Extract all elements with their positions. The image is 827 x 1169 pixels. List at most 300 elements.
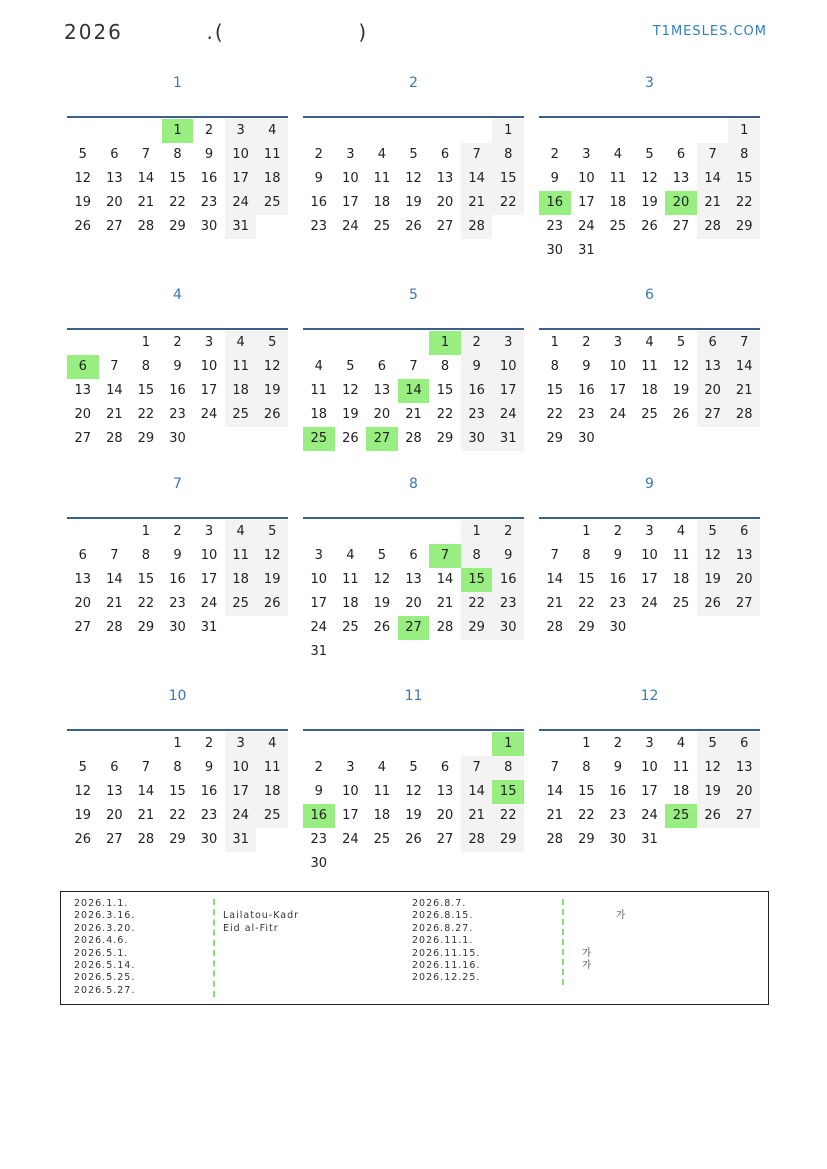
day-cell: 10 [342, 784, 359, 799]
day-cell: 30 [578, 431, 595, 446]
day-cell: 21 [697, 191, 729, 215]
day-cell: 19 [373, 596, 391, 611]
day-cell: 9 [582, 359, 591, 374]
day-cell: 11 [672, 548, 690, 563]
day-cell [303, 119, 335, 143]
day-cell [398, 520, 430, 544]
day-cell: 21 [461, 804, 493, 828]
day-cell [366, 640, 398, 664]
day-cell: 16 [609, 784, 627, 799]
day-cell: 8 [550, 359, 559, 374]
day-cell: 3 [225, 119, 257, 143]
day-cell: 28 [461, 828, 493, 852]
month-title: 7 [173, 476, 182, 492]
day-cell: 3 [204, 335, 214, 350]
day-cell [429, 520, 461, 544]
day-cell: 9 [550, 171, 559, 186]
day-cell [67, 520, 99, 544]
day-cell [539, 520, 571, 544]
day-cell: 11 [225, 355, 257, 379]
day-cell: 1 [173, 736, 182, 751]
day-cell: 26 [373, 620, 391, 635]
day-cell: 17 [342, 195, 359, 210]
day-cell: 18 [373, 808, 391, 823]
day-cell: 12 [405, 171, 422, 186]
day-cell [492, 852, 524, 876]
day-cell: 30 [546, 243, 564, 258]
day-cell: 12 [697, 544, 729, 568]
month-rule [67, 729, 288, 731]
day-cell: 2 [613, 524, 623, 539]
day-cell: 7 [409, 359, 418, 374]
day-cell [634, 239, 666, 263]
day-cell: 26 [256, 592, 288, 616]
day-cell [303, 331, 335, 355]
day-cell [539, 732, 571, 756]
day-cell [634, 427, 666, 451]
holiday-day-cell: 1 [429, 331, 461, 355]
day-cell [398, 119, 430, 143]
day-cell: 29 [578, 620, 595, 635]
day-cell: 18 [256, 780, 288, 804]
day-cell: 30 [461, 427, 493, 451]
day-cell: 3 [346, 147, 355, 162]
day-cell: 2 [550, 147, 559, 162]
day-cell: 25 [672, 596, 690, 611]
day-cell: 20 [106, 195, 123, 210]
day-cell: 29 [137, 620, 155, 635]
holiday-day-cell: 25 [665, 804, 697, 828]
day-cell: 13 [106, 171, 123, 186]
day-cell: 22 [137, 596, 155, 611]
day-cell: 27 [74, 431, 92, 446]
day-cell: 12 [373, 572, 391, 587]
day-cell: 7 [110, 548, 119, 563]
holiday-day-cell: 27 [398, 616, 430, 640]
holiday-day-cell: 15 [461, 568, 493, 592]
day-cell: 28 [436, 620, 454, 635]
day-cell: 12 [641, 171, 658, 186]
day-cell: 11 [256, 143, 288, 167]
title-spacer [123, 20, 207, 44]
title-spacer-2 [225, 20, 359, 44]
day-cell: 3 [346, 760, 355, 775]
day-cell: 15 [137, 383, 155, 398]
day-cell: 4 [256, 732, 288, 756]
day-cell: 16 [169, 572, 186, 587]
day-cell: 20 [697, 379, 729, 403]
day-cell: 22 [578, 596, 595, 611]
day-cell: 22 [169, 195, 186, 210]
day-cell [492, 640, 524, 664]
day-cell: 22 [492, 804, 524, 828]
day-cell [303, 732, 335, 756]
holiday-name: 가 [582, 947, 593, 959]
day-cell: 29 [137, 431, 155, 446]
day-cell: 27 [728, 592, 760, 616]
day-cell: 23 [461, 403, 493, 427]
day-cell: 22 [578, 808, 595, 823]
day-cell: 24 [342, 832, 359, 847]
day-cell: 28 [546, 832, 564, 847]
day-cell: 21 [546, 808, 564, 823]
day-cell: 21 [106, 596, 123, 611]
day-cell [429, 852, 461, 876]
day-cell: 4 [225, 331, 257, 355]
day-cell [429, 732, 461, 756]
day-cell: 12 [672, 359, 690, 374]
day-cell: 6 [728, 520, 760, 544]
day-cell: 13 [106, 784, 123, 799]
day-cell: 27 [672, 219, 690, 234]
day-cell: 14 [106, 383, 123, 398]
month-title: 5 [409, 287, 418, 303]
day-cell: 18 [641, 383, 658, 398]
holiday-name [223, 960, 299, 972]
holiday-date: 2026.3.20. [74, 922, 136, 934]
day-cell: 15 [169, 784, 186, 799]
day-cell [461, 732, 493, 756]
day-cell: 23 [200, 808, 218, 823]
month-rule [539, 328, 760, 330]
day-cell: 8 [492, 756, 524, 780]
month-title: 10 [168, 688, 187, 704]
day-cell: 2 [314, 147, 323, 162]
day-cell: 31 [578, 243, 595, 258]
day-cell: 12 [74, 784, 92, 799]
day-cell: 4 [256, 119, 288, 143]
holiday-name: Lailatou-Kadr [223, 910, 300, 922]
day-cell: 16 [310, 195, 328, 210]
day-cell: 14 [728, 355, 760, 379]
day-cell [634, 616, 666, 640]
day-cell: 6 [728, 732, 760, 756]
day-cell: 10 [200, 548, 218, 563]
holiday-day-cell: 6 [67, 355, 99, 379]
day-cell: 18 [672, 784, 690, 799]
day-cell: 23 [492, 592, 524, 616]
month-rule [303, 729, 524, 731]
month-rule [539, 116, 760, 118]
day-cell: 12 [256, 355, 288, 379]
day-cell: 30 [200, 832, 218, 847]
day-cell: 21 [546, 596, 564, 611]
holiday-dates-right [412, 898, 480, 985]
day-cell: 23 [169, 407, 186, 422]
dot-paren-text: .( [206, 20, 225, 44]
day-cell: 17 [225, 780, 257, 804]
day-cell: 25 [373, 832, 391, 847]
day-cell: 1 [582, 736, 591, 751]
holiday-date: 2026.8.27. [412, 922, 474, 934]
holiday-date: 2026.5.1. [74, 947, 129, 959]
day-cell: 30 [169, 431, 186, 446]
holiday-name [582, 898, 626, 910]
holiday-name [223, 935, 299, 947]
day-cell: 22 [492, 191, 524, 215]
month-rule [67, 328, 288, 330]
day-cell: 24 [200, 596, 218, 611]
day-cell: 13 [672, 171, 690, 186]
day-cell: 13 [436, 171, 454, 186]
day-cell: 20 [728, 780, 760, 804]
day-cell: 4 [676, 524, 686, 539]
day-cell [335, 640, 367, 664]
day-cell: 7 [461, 756, 493, 780]
day-cell: 18 [310, 407, 328, 422]
day-cell: 5 [346, 359, 355, 374]
day-cell: 26 [256, 403, 288, 427]
day-cell [99, 520, 131, 544]
day-cell [366, 520, 398, 544]
day-cell [256, 616, 288, 640]
day-cell [99, 331, 131, 355]
month-title: 11 [404, 688, 423, 704]
day-cell: 23 [169, 596, 186, 611]
day-cell: 31 [200, 620, 218, 635]
day-cell: 30 [169, 620, 186, 635]
day-cell: 5 [256, 331, 288, 355]
day-cell: 1 [728, 119, 760, 143]
day-cell [130, 732, 162, 756]
day-cell [665, 828, 697, 852]
day-cell: 28 [137, 832, 155, 847]
day-cell: 29 [728, 215, 760, 239]
day-cell: 14 [461, 780, 493, 804]
day-cell: 30 [609, 620, 627, 635]
day-cell: 12 [256, 544, 288, 568]
day-cell: 24 [225, 191, 257, 215]
day-cell: 6 [440, 760, 450, 775]
day-cell: 21 [436, 596, 454, 611]
month-rule [67, 116, 288, 118]
day-cell: 25 [641, 407, 658, 422]
day-cell [398, 331, 430, 355]
day-cell: 6 [78, 548, 87, 563]
day-cell [335, 331, 367, 355]
day-cell: 12 [405, 784, 422, 799]
day-cell [335, 119, 367, 143]
day-cell: 15 [546, 383, 564, 398]
day-cell: 16 [609, 572, 627, 587]
site-logo[interactable]: T1MESLES.COM [652, 24, 767, 39]
day-cell: 4 [377, 147, 387, 162]
day-cell: 14 [106, 572, 123, 587]
day-cell: 26 [697, 804, 729, 828]
day-cell: 29 [492, 828, 524, 852]
day-cell: 9 [492, 544, 524, 568]
day-cell: 2 [173, 335, 182, 350]
month-rule [303, 116, 524, 118]
day-cell: 28 [461, 215, 493, 239]
holiday-date: 2026.4.6. [74, 935, 129, 947]
day-cell: 22 [546, 407, 564, 422]
day-cell: 9 [461, 355, 493, 379]
day-cell: 13 [74, 572, 92, 587]
holiday-day-cell: 1 [162, 119, 194, 143]
holiday-name: Eid al-Fitr [223, 922, 279, 934]
day-cell: 25 [225, 403, 257, 427]
day-cell: 12 [74, 171, 92, 186]
day-cell [256, 215, 288, 239]
day-cell: 17 [200, 572, 218, 587]
holiday-name [223, 972, 299, 984]
day-cell: 24 [225, 804, 257, 828]
day-cell: 8 [728, 143, 760, 167]
day-cell: 15 [578, 784, 595, 799]
day-cell [225, 616, 257, 640]
day-cell: 29 [546, 431, 564, 446]
day-cell: 13 [728, 756, 760, 780]
month-rule [303, 328, 524, 330]
day-cell: 26 [74, 219, 92, 234]
day-cell: 2 [461, 331, 493, 355]
day-cell: 4 [676, 736, 686, 751]
day-cell: 19 [405, 195, 422, 210]
day-cell: 13 [373, 383, 391, 398]
holiday-date: 2026.11.15. [412, 947, 481, 959]
day-cell: 23 [200, 195, 218, 210]
day-cell [99, 119, 131, 143]
day-cell: 21 [405, 407, 422, 422]
day-cell: 7 [550, 760, 559, 775]
holiday-name: 가 [582, 959, 593, 971]
day-cell: 5 [256, 520, 288, 544]
day-cell: 12 [697, 756, 729, 780]
day-cell: 20 [74, 407, 92, 422]
day-cell: 8 [173, 760, 182, 775]
holiday-date: 2026.3.16. [74, 910, 136, 922]
day-cell [429, 119, 461, 143]
day-cell [303, 520, 335, 544]
day-cell [697, 239, 729, 263]
day-cell: 28 [546, 620, 564, 635]
day-cell: 2 [613, 736, 623, 751]
day-cell: 17 [225, 167, 257, 191]
day-cell [461, 852, 493, 876]
day-cell: 3 [492, 331, 524, 355]
day-cell: 28 [137, 219, 155, 234]
day-cell: 7 [110, 359, 119, 374]
holiday-date: 2026.5.14. [74, 959, 136, 971]
day-cell: 16 [461, 379, 493, 403]
day-cell [398, 640, 430, 664]
day-cell [728, 616, 760, 640]
day-cell: 24 [342, 219, 359, 234]
day-cell [366, 852, 398, 876]
day-cell: 31 [225, 215, 257, 239]
holiday-day-cell: 7 [429, 544, 461, 568]
month-title: 3 [645, 75, 654, 91]
holiday-names-left [223, 898, 299, 997]
day-cell: 27 [106, 832, 123, 847]
day-cell: 4 [314, 359, 323, 374]
day-cell [461, 640, 493, 664]
day-cell: 19 [697, 568, 729, 592]
day-cell: 22 [728, 191, 760, 215]
day-cell: 20 [405, 596, 422, 611]
day-cell: 10 [342, 171, 359, 186]
day-cell: 14 [436, 572, 454, 587]
holiday-date: 2026.5.27. [74, 984, 136, 996]
day-cell: 4 [225, 520, 257, 544]
day-cell: 24 [492, 403, 524, 427]
day-cell [665, 427, 697, 451]
day-cell: 14 [697, 167, 729, 191]
day-cell: 27 [728, 804, 760, 828]
holiday-date: 2026.11.16. [412, 959, 481, 971]
day-cell: 17 [342, 808, 359, 823]
day-cell: 27 [74, 620, 92, 635]
holiday-name [582, 935, 626, 947]
day-cell [67, 119, 99, 143]
day-cell: 11 [225, 544, 257, 568]
day-cell: 30 [492, 616, 524, 640]
day-cell: 3 [225, 732, 257, 756]
day-cell: 17 [578, 195, 595, 210]
day-cell: 2 [204, 123, 214, 138]
day-cell: 15 [137, 572, 155, 587]
holiday-date: 2026.8.15. [412, 910, 474, 922]
day-cell: 20 [728, 568, 760, 592]
day-cell [335, 852, 367, 876]
day-cell [571, 119, 603, 143]
day-cell: 11 [310, 383, 328, 398]
day-cell: 5 [78, 147, 87, 162]
day-cell: 31 [641, 832, 658, 847]
day-cell: 3 [645, 524, 654, 539]
day-cell [461, 119, 493, 143]
day-cell: 17 [200, 383, 218, 398]
day-cell: 7 [461, 143, 493, 167]
month-title: 2 [409, 75, 418, 91]
day-cell [697, 427, 729, 451]
day-cell: 7 [550, 548, 559, 563]
day-cell: 22 [436, 407, 454, 422]
day-cell: 22 [169, 808, 186, 823]
day-cell: 9 [173, 548, 182, 563]
month-title: 1 [173, 75, 182, 91]
day-cell: 27 [436, 219, 454, 234]
day-cell: 5 [377, 548, 387, 563]
day-cell: 9 [204, 760, 214, 775]
day-cell: 21 [461, 191, 493, 215]
day-cell: 17 [609, 383, 627, 398]
month-title: 12 [640, 688, 659, 704]
day-cell: 27 [436, 832, 454, 847]
day-cell: 1 [461, 520, 493, 544]
day-cell: 29 [436, 431, 454, 446]
year-text: 2026 [64, 20, 123, 44]
day-cell: 15 [728, 167, 760, 191]
day-cell: 19 [256, 568, 288, 592]
day-cell: 17 [641, 572, 658, 587]
day-cell: 18 [225, 568, 257, 592]
day-cell: 8 [173, 147, 182, 162]
day-cell: 16 [578, 383, 595, 398]
day-cell: 20 [436, 808, 454, 823]
day-cell: 26 [74, 832, 92, 847]
day-cell [366, 331, 398, 355]
day-cell: 17 [641, 784, 658, 799]
day-cell: 10 [492, 355, 524, 379]
day-cell: 1 [141, 335, 151, 350]
day-cell: 19 [405, 808, 422, 823]
day-cell [634, 119, 666, 143]
month-rule [67, 517, 288, 519]
day-cell: 16 [200, 171, 218, 186]
day-cell: 24 [200, 407, 218, 422]
